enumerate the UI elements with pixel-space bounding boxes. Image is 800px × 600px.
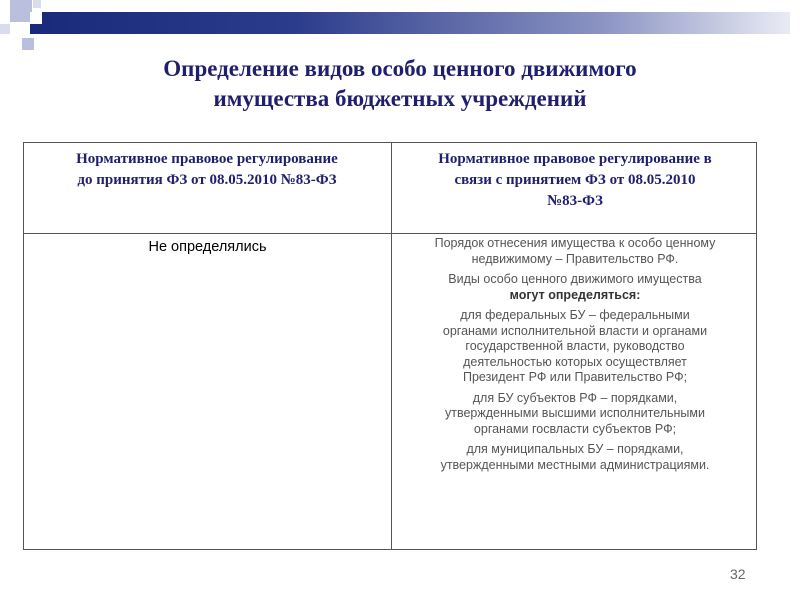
text-line: утвержденными местными администрациями. [440,457,710,472]
decor-square [22,38,34,50]
header-line: №83-ФЗ [547,193,603,209]
decor-square [30,12,42,24]
paragraph-municipal [400,442,750,473]
slide-title-line: Определение видов особо ценного движимого [163,56,637,81]
decor-square [33,0,41,8]
header-bar [30,12,790,34]
column-header-after [400,149,750,212]
cell-before: Не определялись [148,239,267,255]
text-line: государственной власти, руководство [465,339,685,353]
slide-title-line: имущества бюджетных учреждений [213,86,587,111]
text-line: для федеральных БУ – федеральными [460,308,690,322]
decor-square [10,0,32,22]
header-line: связи с принятием ФЗ от 08.05.2010 [454,172,696,188]
text-line: недвижимому – Правительство РФ. [471,251,679,266]
header-line: до принятия ФЗ от 08.05.2010 №83-ФЗ [77,172,337,188]
header-line: Нормативное правовое регулирование [76,151,338,167]
table-divider-horizontal [24,233,756,234]
text-line: утвержденными высшими исполнительными [444,406,705,420]
slide-title [60,54,740,114]
text-line: Виды особо ценного движимого имущества [448,272,702,286]
page-number: 32 [730,566,746,582]
paragraph-types [400,272,750,303]
comparison-table [23,142,757,550]
text-line: деятельностью которых осуществляет [463,354,687,369]
cell-after [392,236,758,478]
paragraph-regional [400,391,750,438]
paragraph-federal [400,308,750,386]
header-line: Нормативное правовое регулирование в [438,151,712,167]
text-line: Порядок отнесения имущества к особо ценному [434,236,716,250]
decor-square [0,24,10,34]
text-line: органами госвласти субъектов РФ; [473,421,677,436]
text-line: для БУ субъектов РФ – порядками, [472,390,678,405]
paragraph-order [400,236,750,267]
text-line: Президент РФ или Правительство РФ; [462,370,688,384]
text-line: органами исполнительной власти и органами [442,323,708,338]
text-line-bold: могут определяться: [509,287,641,302]
column-header-before [32,149,382,191]
text-line: для муниципальных БУ – порядками, [466,442,684,456]
